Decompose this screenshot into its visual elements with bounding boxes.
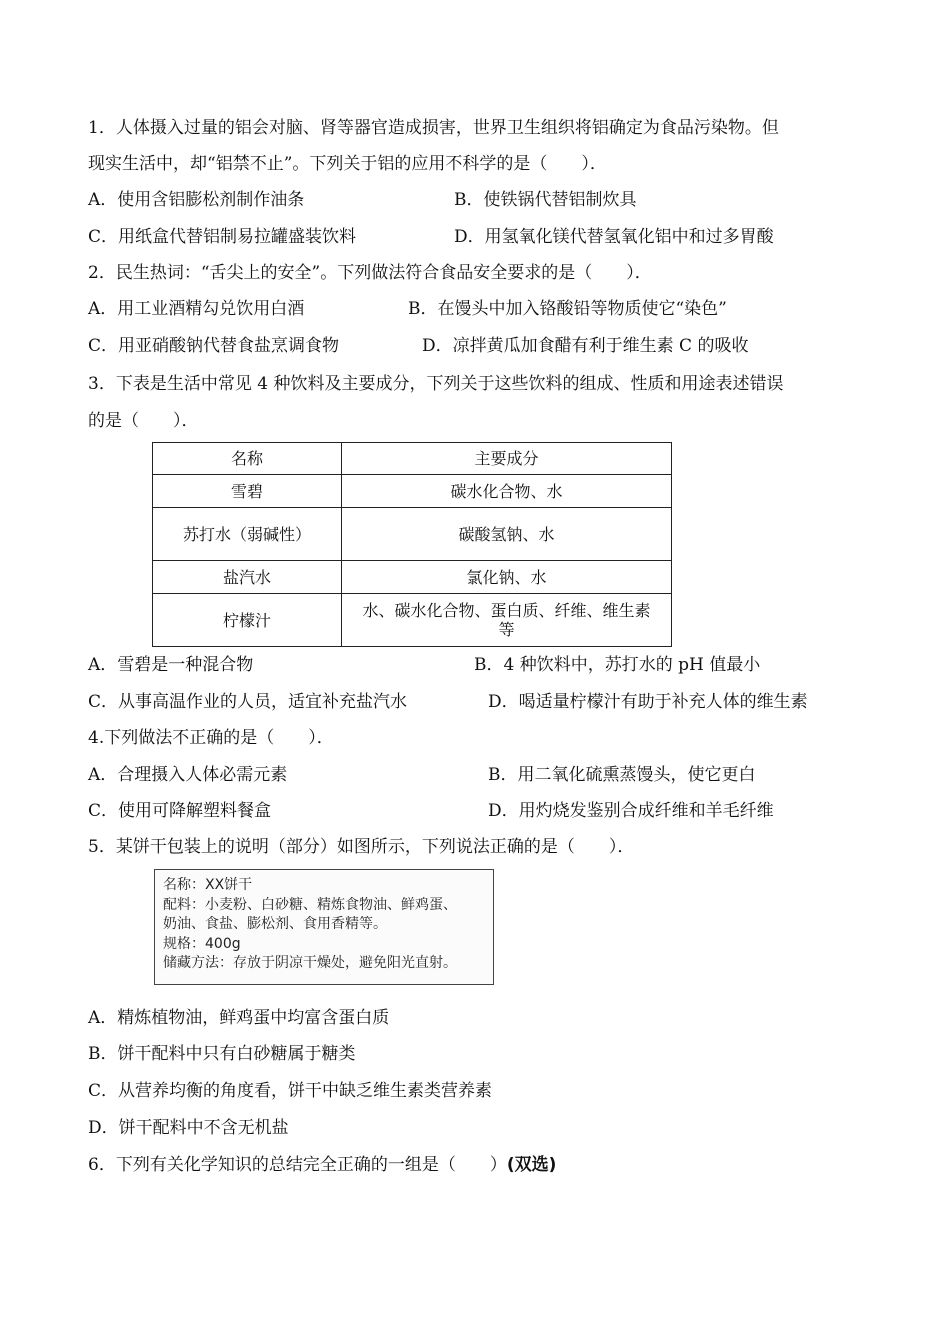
q1-stem-line2: 现实生活中，却“铝禁不止”。下列关于铝的应用不科学的是（ ）．: [88, 154, 607, 174]
q1-stem-line1: 1．人体摄入过量的铝会对脑、肾等器官造成损害，世界卫生组织将铝确定为食品污染物。但: [88, 118, 779, 138]
q5-option-a: A．精炼植物油，鲜鸡蛋中均富含蛋白质: [88, 1008, 390, 1028]
table-header-cell: 主要成分: [342, 443, 672, 475]
drinks-table: [152, 442, 672, 647]
q1-option-b: B．使铁锅代替铝制炊具: [454, 190, 637, 210]
table-cell: 水、碳水化合物、蛋白质、纤维、维生素等: [342, 594, 672, 647]
q6-stem-text: 6．下列有关化学知识的总结完全正确的一组是（ ）: [88, 1155, 507, 1175]
q5-option-b: B．饼干配料中只有白砂糖属于糖类: [88, 1044, 356, 1064]
table-cell: 碳水化合物、水: [342, 475, 672, 508]
q3-option-c: C．从事高温作业的人员，适宜补充盐汽水: [88, 692, 408, 712]
q5-option-d: D．饼干配料中不含无机盐: [88, 1118, 289, 1138]
table-row: [153, 508, 672, 561]
q5-option-c: C．从营养均衡的角度看，饼干中缺乏维生素类营养素: [88, 1081, 493, 1101]
q5-stem: 5．某饼干包装上的说明（部分）如图所示，下列说法正确的是（ ）．: [88, 837, 635, 857]
q1-option-d: D．用氢氧化镁代替氢氧化铝中和过多胃酸: [454, 227, 774, 247]
q4-stem: 4.下列做法不正确的是（ ）．: [88, 728, 334, 748]
q4-option-d: D．用灼烧发鉴别合成纤维和羊毛纤维: [488, 801, 774, 821]
table-header-row: [153, 443, 672, 475]
label-spec: 规格：400g: [163, 935, 241, 952]
q3-stem-line1: 3．下表是生活中常见 4 种饮料及主要成分，下列关于这些饮料的组成、性质和用途表述错误: [88, 374, 784, 394]
q2-option-d: D．凉拌黄瓜加食醋有利于维生素 C 的吸收: [422, 336, 749, 356]
table-cell: 柠檬汁: [153, 594, 342, 647]
q1-option-a: A．使用含铝膨松剂制作油条: [88, 190, 305, 210]
table-cell: 氯化钠、水: [342, 561, 672, 594]
label-storage: 储藏方法：存放于阴凉干燥处，避免阳光直射。: [163, 955, 457, 971]
table-row: [153, 475, 672, 508]
table-header-cell: 名称: [153, 443, 342, 475]
q1-option-c: C．用纸盒代替铝制易拉罐盛装饮料: [88, 227, 357, 247]
table-cell: 碳酸氢钠、水: [342, 508, 672, 561]
q2-option-a: A．用工业酒精勾兑饮用白酒: [88, 299, 305, 319]
table-row: [153, 561, 672, 594]
q3-option-b: B．4 种饮料中，苏打水的 pH 值最小: [474, 655, 761, 675]
q3-option-a: A．雪碧是一种混合物: [88, 655, 254, 675]
table-row: [153, 594, 672, 647]
table-cell: 苏打水（弱碱性）: [153, 508, 342, 561]
q6-stem: [88, 1154, 556, 1176]
label-ingredients-line1: 配料：小麦粉、白砂糖、精炼食物油、鲜鸡蛋、: [163, 896, 457, 913]
label-name: 名称：XX饼干: [163, 877, 253, 893]
q2-option-c: C．用亚硝酸钠代替食盐烹调食物: [88, 336, 340, 356]
table-cell: 盐汽水: [153, 561, 342, 594]
q4-option-a: A．合理摄入人体必需元素: [88, 765, 288, 785]
q6-double-choice-note: (双选): [506, 1155, 557, 1175]
table-cell: 雪碧: [153, 475, 342, 508]
q2-option-b: B．在馒头中加入铬酸铅等物质使它“染色”: [408, 299, 727, 319]
q4-option-b: B．用二氧化硫熏蒸馒头，使它更白: [488, 765, 756, 785]
q3-option-d: D．喝适量柠檬汁有助于补充人体的维生素: [488, 692, 808, 712]
q3-stem-line2: 的是（ ）．: [88, 411, 199, 431]
biscuit-package-label: [154, 869, 494, 985]
q2-stem: 2．民生热词：“舌尖上的安全”。下列做法符合食品安全要求的是（ ）．: [88, 263, 652, 283]
q4-option-c: C．使用可降解塑料餐盒: [88, 801, 272, 821]
label-ingredients-line2: 奶油、食盐、膨松剂、食用香精等。: [163, 916, 387, 932]
